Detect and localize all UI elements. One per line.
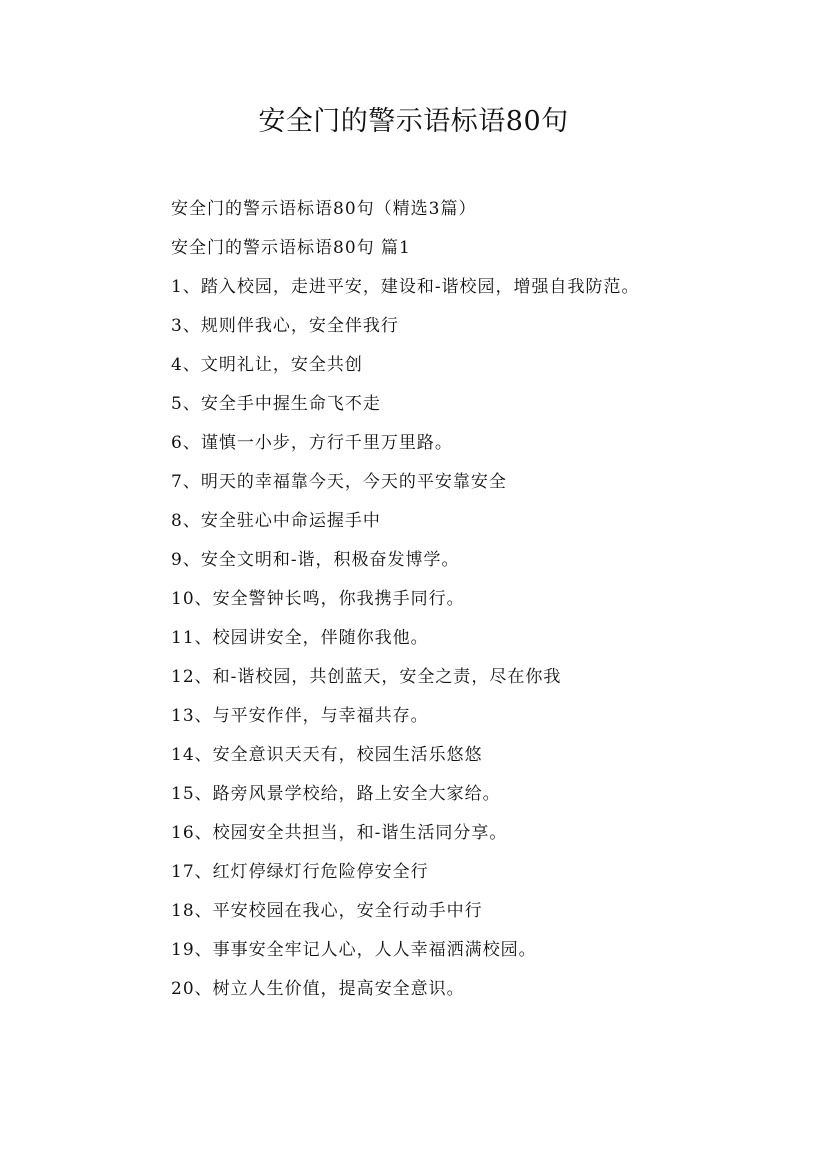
list-item: 1、踏入校园，走进平安，建设和-谐校园，增强自我防范。 — [171, 277, 640, 297]
list-item: 8、安全驻心中命运握手中 — [171, 511, 381, 531]
list-item: 18、平安校园在我心，安全行动手中行 — [171, 901, 483, 921]
list-item: 20、树立人生价值，提高安全意识。 — [171, 979, 465, 999]
document-title: 安全门的警示语标语80句 — [258, 106, 569, 137]
list-item: 4、文明礼让，安全共创 — [171, 355, 363, 375]
list-item: 9、安全文明和-谐，积极奋发博学。 — [171, 550, 460, 570]
document-subtitle: 安全门的警示语标语80句（精选3篇） — [171, 199, 477, 219]
list-item: 16、校园安全共担当，和-谐生活同分享。 — [171, 823, 508, 843]
list-item: 11、校园讲安全，伴随你我他。 — [171, 628, 429, 648]
list-item: 12、和-谐校园，共创蓝天，安全之责，尽在你我 — [171, 667, 562, 687]
list-item: 15、路旁风景学校给，路上安全大家给。 — [171, 784, 501, 804]
list-item: 17、红灯停绿灯行危险停安全行 — [171, 862, 429, 882]
list-item: 10、安全警钟长鸣，你我携手同行。 — [171, 589, 465, 609]
list-item: 19、事事安全牢记人心，人人幸福洒满校园。 — [171, 940, 537, 960]
document-body — [127, 190, 707, 1009]
list-item: 14、安全意识天天有，校园生活乐悠悠 — [171, 745, 483, 765]
list-item: 7、明天的幸福靠今天，今天的平安靠安全 — [171, 472, 507, 492]
list-item: 5、安全手中握生命飞不走 — [171, 394, 381, 414]
list-item: 6、谨慎一小步，方行千里万里路。 — [171, 433, 453, 453]
list-item: 3、规则伴我心，安全伴我行 — [171, 316, 399, 336]
section-heading: 安全门的警示语标语80句 篇1 — [171, 238, 411, 258]
list-item: 13、与平安作伴，与幸福共存。 — [171, 706, 429, 726]
